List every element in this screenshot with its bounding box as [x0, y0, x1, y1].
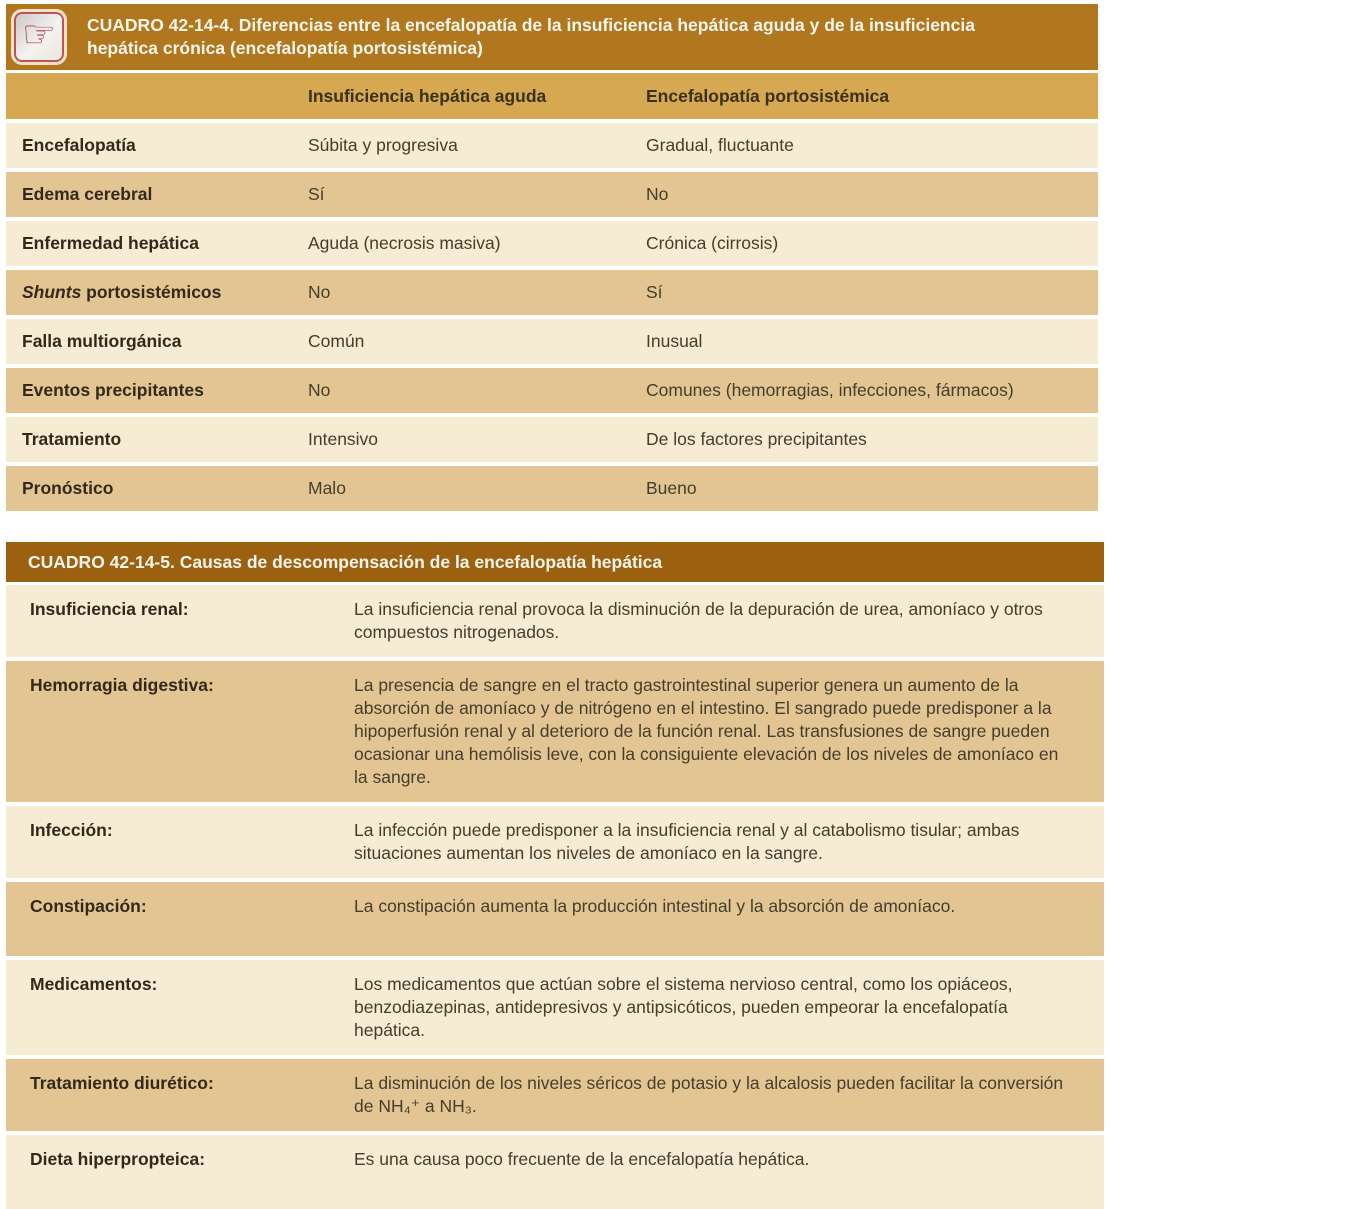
row-label: Eventos precipitantes [22, 380, 204, 400]
table1-column-header-portosistemica: Encefalopatía portosistémica [646, 85, 890, 106]
table-row [6, 123, 1098, 168]
row-label: Tratamiento [22, 429, 122, 449]
table-cuadro-42-14-5 [6, 542, 1104, 1209]
row-value-aguda: No [308, 380, 331, 400]
row-value-aguda: No [308, 282, 331, 302]
table-cuadro-42-14-4 [6, 4, 1098, 511]
table1-title-bar [6, 4, 1098, 70]
table-row [6, 882, 1104, 956]
row-label [22, 282, 308, 303]
row-label: Insuficiencia renal: [30, 599, 189, 619]
row-value-portosistemica: Crónica (cirrosis) [646, 233, 779, 253]
row-value-portosistemica: Gradual, fluctuante [646, 135, 794, 155]
row-description: La infección puede predisponer a la insuficiencia renal y al catabolismo tisular; ambas situaciones aumentan los niveles de amoníaco en la sangre. [354, 820, 1020, 863]
row-value-portosistemica: Bueno [646, 478, 697, 498]
table-row [6, 221, 1098, 266]
pointing-hand-icon: ☞ [11, 9, 67, 65]
row-label: Encefalopatía [22, 135, 136, 155]
row-value-portosistemica: Sí [646, 282, 663, 302]
table-row [6, 319, 1098, 364]
row-value-portosistemica: Inusual [646, 331, 703, 351]
row-label-rest: portosistémicos [81, 282, 222, 302]
row-value-portosistemica: De los factores precipitantes [646, 429, 867, 449]
row-description: La disminución de los niveles séricos de potasio y la alcalosis pueden facilitar la conversión de NH₄⁺ a NH₃. [354, 1073, 1064, 1116]
row-value-aguda: Común [308, 331, 365, 351]
row-label: Edema cerebral [22, 184, 153, 204]
row-label: Falla multiorgánica [22, 331, 182, 351]
row-label: Dieta hiperpropteica: [30, 1149, 206, 1169]
table2-title: CUADRO 42-14-5. Causas de descompensación de la encefalopatía hepática [28, 551, 663, 572]
row-label: Infección: [30, 820, 113, 840]
row-label: Constipación: [30, 896, 147, 916]
table-row [6, 368, 1098, 413]
table-row [6, 1059, 1104, 1131]
table1-column-header-aguda: Insuficiencia hepática aguda [308, 85, 547, 106]
table-row [6, 806, 1104, 878]
row-label: Pronóstico [22, 478, 114, 498]
table-row [6, 960, 1104, 1055]
table1-column-header-row [6, 73, 1098, 119]
row-description: Es una causa poco frecuente de la encefalopatía hepática. [354, 1149, 810, 1169]
row-description: La insuficiencia renal provoca la disminución de la depuración de urea, amoníaco y otros compuestos nitrogenados. [354, 599, 1043, 642]
row-description: Los medicamentos que actúan sobre el sistema nervioso central, como los opiáceos, benzodiazepinas, antidepresivos y antipsicóticos, pueden empeorar la encefalopatía hepática. [354, 974, 1013, 1040]
row-value-portosistemica: Comunes (hemorragias, infecciones, fármacos) [646, 380, 1014, 400]
table-row [6, 270, 1098, 315]
table-row [6, 172, 1098, 217]
row-description: La constipación aumenta la producción intestinal y la absorción de amoníaco. [354, 896, 956, 916]
row-value-aguda: Súbita y progresiva [308, 135, 458, 155]
table2-title-bar [6, 542, 1104, 582]
table1-title: CUADRO 42-14-4. Diferencias entre la encefalopatía de la insuficiencia hepática aguda y de la insuficiencia hepática crónica (encefalopatía portosistémica) [87, 15, 975, 58]
row-label: Enfermedad hepática [22, 233, 199, 253]
table-row [6, 417, 1098, 462]
table-row [6, 1135, 1104, 1209]
row-description: La presencia de sangre en el tracto gastrointestinal superior genera un aumento de la absorción de amoníaco y de nitrógeno en el intestino. El sangrado puede predisponer a la hipoperfusión renal y al deterioro de la función renal. Las transfusiones de sangre pueden ocasionar una hemólisis leve, con la consiguiente elevación de los niveles de amoníaco en la sangre. [354, 675, 1059, 787]
table-row [6, 466, 1098, 511]
table-row [6, 585, 1104, 657]
row-label: Hemorragia digestiva: [30, 675, 214, 695]
row-label: Medicamentos: [30, 974, 158, 994]
row-label: Tratamiento diurético: [30, 1073, 214, 1093]
row-label-italic: Shunts [22, 282, 82, 302]
table-row [6, 661, 1104, 802]
row-value-aguda: Malo [308, 478, 346, 498]
row-value-portosistemica: No [646, 184, 669, 204]
row-value-aguda: Aguda (necrosis masiva) [308, 233, 501, 253]
row-value-aguda: Intensivo [308, 429, 379, 449]
row-value-aguda: Sí [308, 184, 325, 204]
